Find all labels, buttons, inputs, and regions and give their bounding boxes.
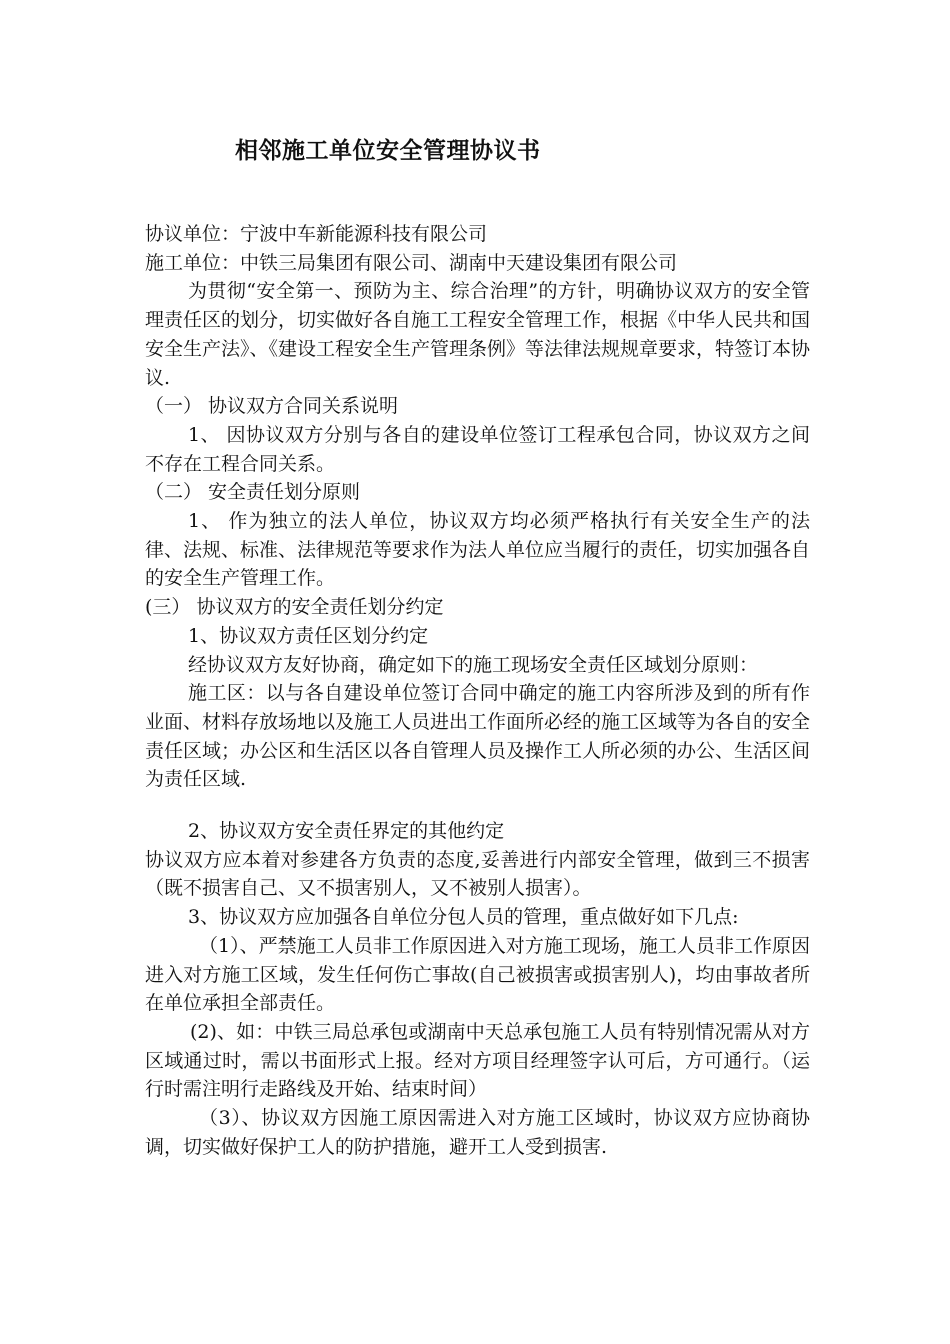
party-a-line: 协议单位：宁波中车新能源科技有限公司 — [145, 223, 488, 245]
section-heading-1: （一） 协议双方合同关系说明 — [145, 395, 399, 418]
section-3-subheading-2: 2、协议双方安全责任界定的其他约定 — [188, 820, 505, 843]
party-b-line: 施工单位：中铁三局集团有限公司、湖南中天建设集团有限公司 — [145, 251, 678, 274]
section-3-principle-intro: 经协议双方友好协商，确定如下的施工现场安全责任区域划分原则： — [188, 653, 759, 676]
section-1-item-1: 1、 因协议双方分别与各自的建设单位签订工程承包合同，协议双方之间不存在工程合同关系。 — [145, 423, 810, 475]
section-3-construction-area: 施工区：以与各自建设单位签订合同中确定的施工内容所涉及到的所有作业面、材料存放场地以及施工人员进出工作面所必经的施工区域等为各自的安全责任区域；办公区和生活区以各自管理人员及操作工人所必须的办公、生活区间为责任区域. — [145, 682, 811, 791]
section-heading-2: （二） 安全责任划分原则 — [145, 481, 361, 504]
paragraph-spacer — [145, 794, 810, 817]
section-3-subheading-1: 1、协议双方责任区划分约定 — [188, 624, 429, 647]
section-3-other-agreement: 协议双方应本着对参建各方负责的态度,妥善进行内部安全管理，做到三不损害（既不损害自己、又不损害别人，又不被别人损害）。 — [145, 848, 810, 900]
section-3-subheading-3: 3、协议双方应加强各自单位分包人员的管理，重点做好如下几点: — [188, 906, 739, 929]
document-body — [145, 220, 810, 1162]
document-title: 相邻施工单位安全管理协议书 — [235, 138, 541, 164]
rule-item-3: （3）、协议双方因施工原因需进入对方施工区域时，协议双方应协商协调，切实做好保护工人的防护措施，避开工人受到损害. — [145, 1107, 810, 1158]
section-heading-3: (三） 协议双方的安全责任划分约定 — [145, 596, 444, 619]
rule-item-1: （1）、严禁施工人员非工作原因进入对方施工现场，施工人员非工作原因进入对方施工区域，发生任何伤亡事故(自己被损害或损害别人)，均由事故者所在单位承担全部责任。 — [145, 934, 810, 1015]
preamble-paragraph: 为贯彻“安全第一、预防为主、综合治理”的方针，明确协议双方的安全管理责任区的划分，切实做好各自施工工程安全管理工作，根据《中华人民共和国安全生产法》、《建设工程安全生产管理条例》等法律法规规章要求，特签订本协议. — [145, 280, 811, 389]
rule-item-2: (2)、如：中铁三局总承包或湖南中天总承包施工人员有特别情况需从对方区域通过时，需以书面形式上报。经对方项目经理签字认可后，方可通行。（运行时需注明行走路线及开始、结束时间） — [145, 1020, 810, 1101]
section-2-item-1: 1、 作为独立的法人单位，协议双方均必须严格执行有关安全生产的法律、法规、标准、法律规范等要求作为法人单位应当履行的责任，切实加强各自的安全生产管理工作。 — [145, 510, 811, 590]
